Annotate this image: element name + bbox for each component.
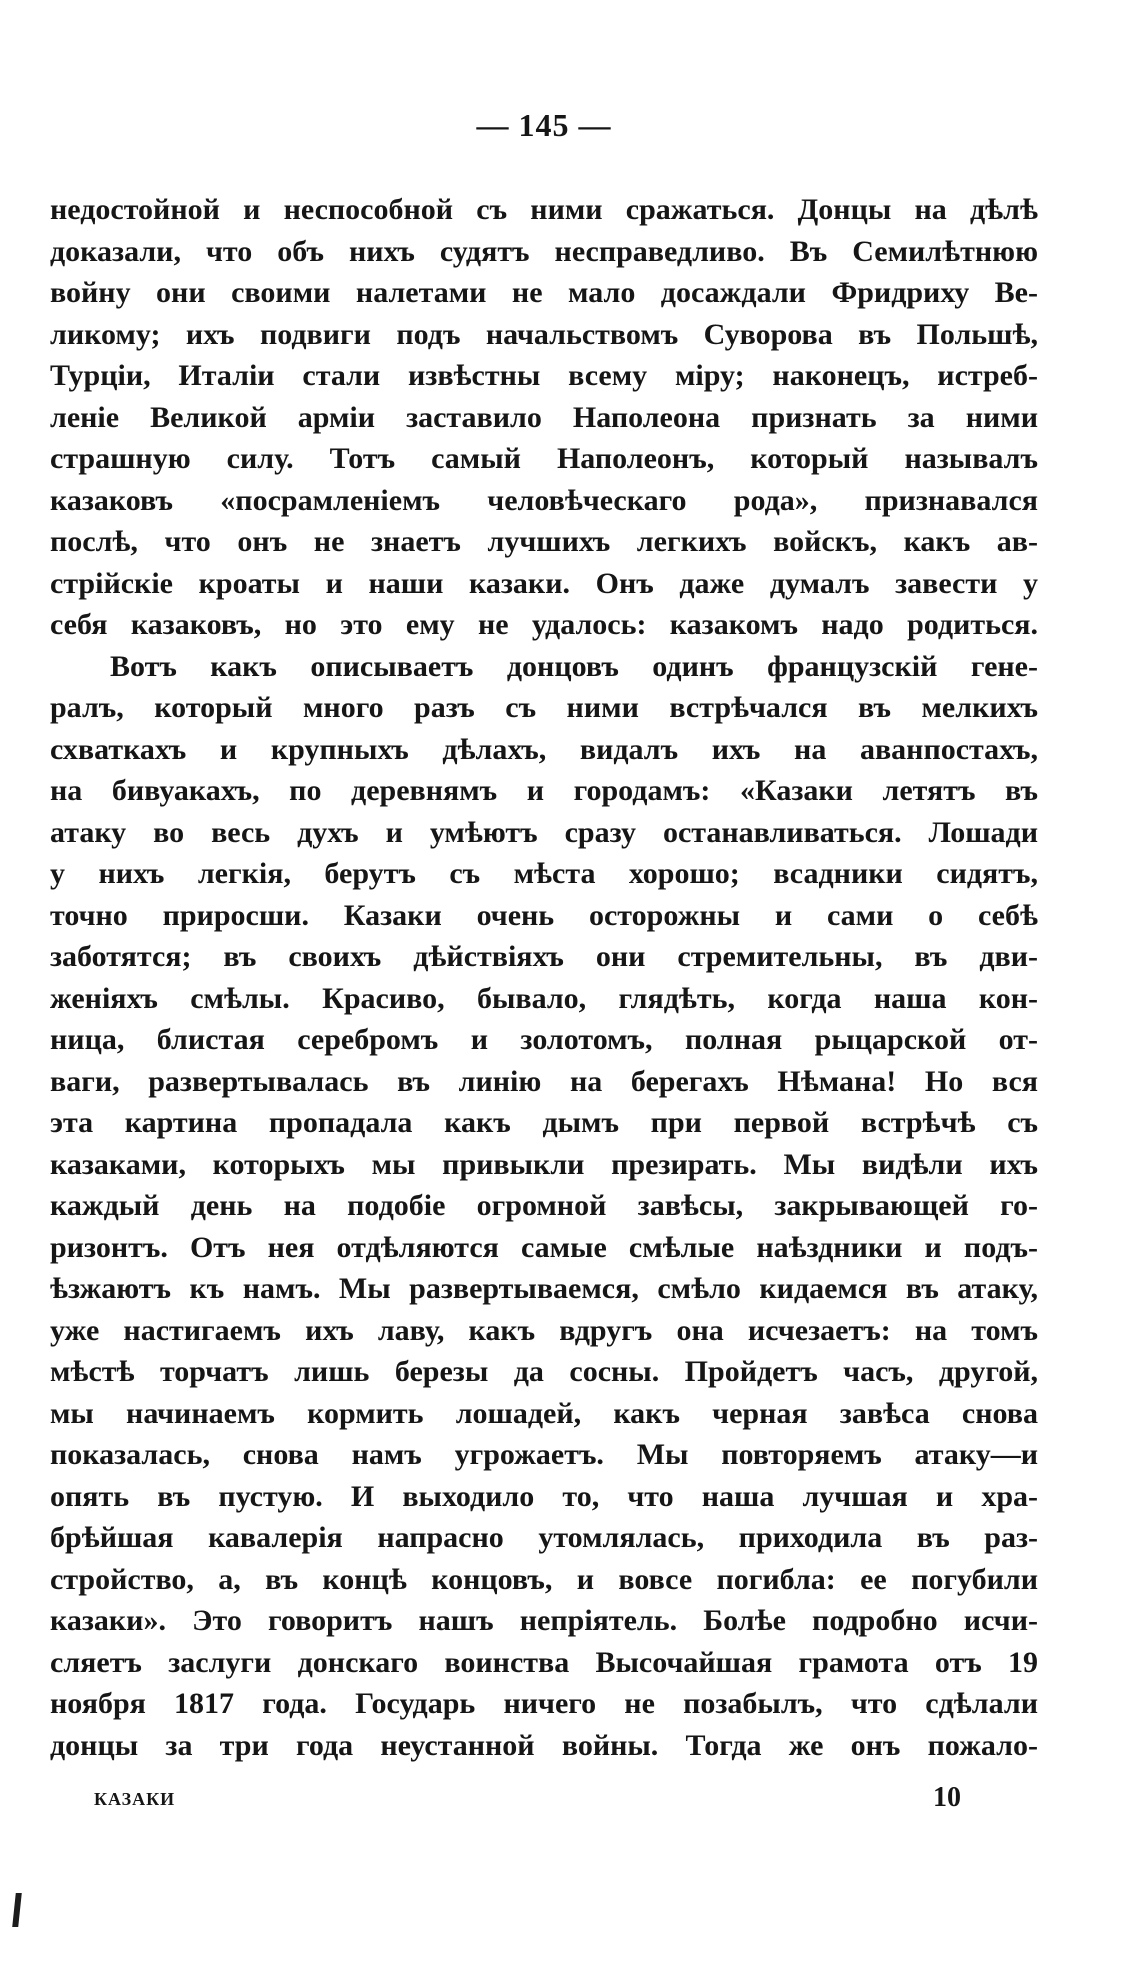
text-line: леніе Великой арміи заставило Наполеона признать за ними — [50, 400, 1038, 434]
text-line: брѣйшая кавалерія напрасно утомлялась, приходила въ раз- — [50, 1521, 1038, 1554]
sheet-number: 10 — [933, 1782, 961, 1813]
page-number: — 145 — — [476, 107, 612, 143]
text-line: казаки». Это говоритъ нашъ непріятель. Болѣе подробно исчи- — [50, 1604, 1038, 1637]
text-line: казаковъ «посрамленіемъ человѣческаго рода», признавался — [50, 483, 1038, 517]
text-line: уже настигаемъ ихъ лаву, какъ вдругъ она исчезаетъ: на томъ — [50, 1313, 1038, 1347]
text-line: себя казаковъ, но это ему не удалось: казакомъ надо родиться. — [50, 608, 1038, 641]
text-line: эта картина пропадала какъ дымъ при первой встрѣчѣ съ — [50, 1106, 1038, 1139]
text-line: мѣстѣ торчатъ лишь березы да сосны. Пройдетъ часъ, другой, — [50, 1355, 1038, 1388]
text-line: страшную силу. Тотъ самый Наполеонъ, который называлъ — [50, 442, 1038, 475]
scan-artifact-mark — [12, 1893, 22, 1927]
text-line: донцы за три года неустанной войны. Тогда же онъ пожало- — [50, 1728, 1038, 1762]
text-line: ризонтъ. Отъ нея отдѣляются самые смѣлые наѣздники и подъ- — [50, 1230, 1038, 1264]
text-line: показалась, снова намъ угрожаетъ. Мы повторяемъ атаку—и — [50, 1438, 1038, 1471]
text-line: женіяхъ смѣлы. Красиво, бывало, глядѣть, когда наша кон- — [50, 981, 1038, 1015]
text-line: ница, блистая серебромъ и золотомъ, полная рыцарской от- — [50, 1023, 1038, 1056]
text-line: ноября 1817 года. Государь ничего не позабылъ, что сдѣлали — [50, 1687, 1038, 1720]
text-line: каждый день на подобіе огромной завѣсы, закрывающей го- — [50, 1189, 1038, 1222]
text-line: доказали, что объ нихъ судятъ несправедливо. Въ Семилѣтнюю — [50, 234, 1038, 268]
text-line: стрійскіе кроаты и наши казаки. Онъ даже думалъ завести у — [50, 566, 1038, 600]
text-line: казаками, которыхъ мы привыкли презирать. Мы видѣли ихъ — [50, 1147, 1038, 1181]
text-line: мы начинаемъ кормить лошадей, какъ черная завѣса снова — [50, 1396, 1038, 1430]
text-line: ликому; ихъ подвиги подъ начальствомъ Суворова въ Польшѣ, — [50, 317, 1038, 351]
text-line: стройство, а, въ концѣ концовъ, и вовсе погибла: ее погубили — [50, 1562, 1038, 1596]
text-line: недостойной и неспособной съ ними сражаться. Донцы на дѣлѣ — [50, 193, 1038, 226]
text-line: заботятся; въ своихъ дѣйствіяхъ они стремительны, въ дви- — [50, 940, 1038, 973]
text-line: схваткахъ и крупныхъ дѣлахъ, видалъ ихъ на аванпостахъ, — [50, 732, 1038, 766]
text-line: опять въ пустую. И выходило то, что наша лучшая и хра- — [50, 1479, 1038, 1513]
text-line: ѣзжаютъ къ намъ. Мы развертываемся, смѣло кидаемся въ атаку, — [50, 1272, 1038, 1305]
text-line: на бивуакахъ, по деревнямъ и городамъ: «Казаки летятъ въ — [50, 774, 1038, 807]
text-line: Турціи, Италіи стали извѣстны всему міру; наконецъ, истреб- — [50, 359, 1038, 392]
text-line: атаку во весь духъ и умѣютъ сразу останавливаться. Лошади — [50, 815, 1038, 849]
text-line: войну они своими налетами не мало досаждали Фридриху Ве- — [50, 276, 1038, 309]
text-line: ралъ, который много разъ съ ними встрѣчался въ мелкихъ — [50, 691, 1038, 724]
printer-signature: КАЗАКИ — [94, 1789, 176, 1809]
text-line: сляетъ заслуги донскаго воинства Высочайшая грамота отъ 19 — [50, 1645, 1038, 1679]
text-line: послѣ, что онъ не знаетъ лучшихъ легкихъ войскъ, какъ ав- — [50, 525, 1038, 558]
paragraph-start-line: Вотъ какъ описываетъ донцовъ одинъ французскій гене- — [110, 649, 1038, 683]
text-line: точно приросши. Казаки очень осторожны и сами о себѣ — [50, 898, 1038, 932]
text-line: у нихъ легкія, берутъ съ мѣста хорошо; всадники сидятъ, — [50, 857, 1038, 890]
text-line: ваги, развертывалась въ линію на берегахъ Нѣмана! Но вся — [50, 1064, 1038, 1098]
body-text — [50, 189, 1038, 1766]
